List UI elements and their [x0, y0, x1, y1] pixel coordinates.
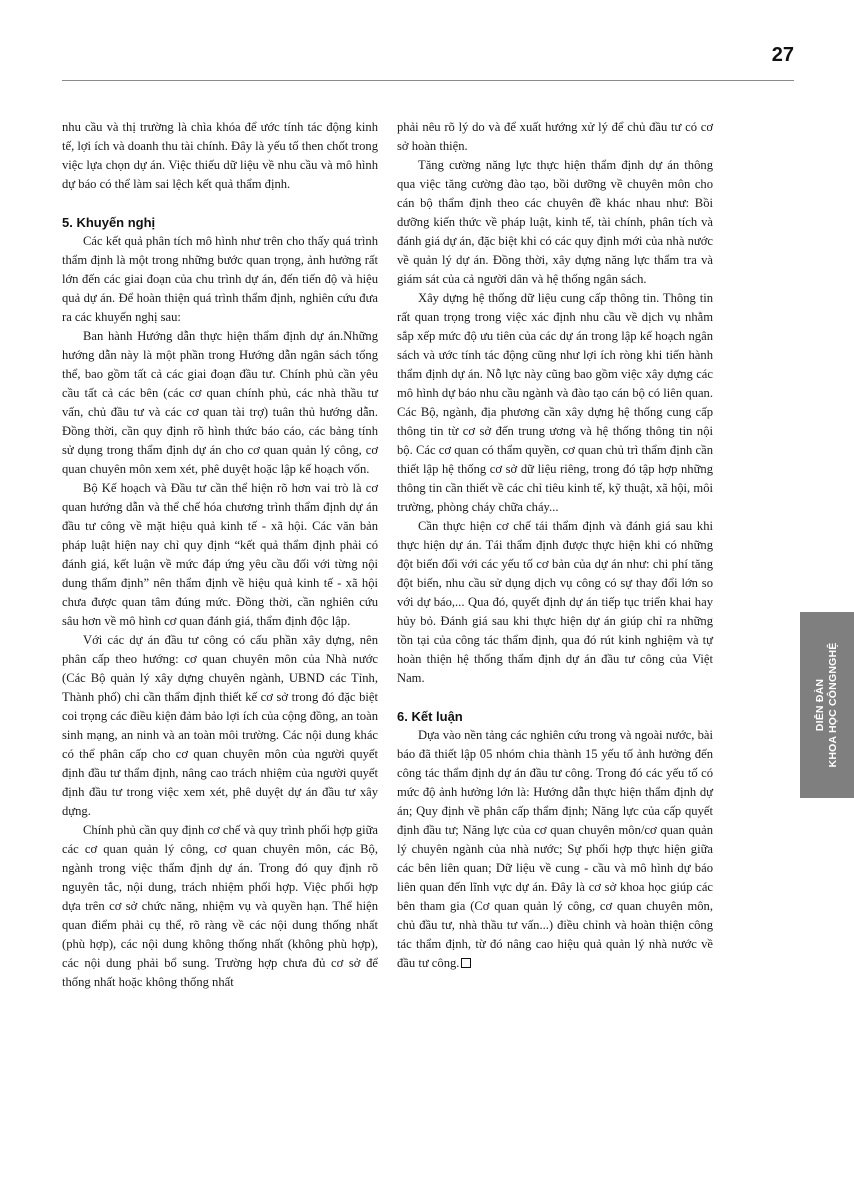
page-number: 27 [771, 44, 794, 66]
paragraph: Các kết quả phân tích mô hình như trên cho thấy quá trình thẩm định là một trong những bước quan trọng, ảnh hưởng rất lớn đến các giai đoạn của chu trình dự án, đến tiến độ và hiệu quả dự án. Để hoàn thiện quá trình thẩm định, nghiên cứu đưa ra các khuyến nghị sau: [62, 234, 378, 324]
paragraph-final-text: Dựa vào nền tảng các nghiên cứu trong và ngoài nước, bài báo đã thiết lập 05 nhóm chia thành 15 yếu tố ảnh hưởng đến công tác thẩm định dự án đầu tư công. Trong đó các yếu tố có mức độ ảnh hưởng lớn là: Hướng dẫn thực hiện thẩm định dự án; Quy định về phân cấp thẩm định; Năng lực của cấp quyết định đầu tư; Năng lực của cơ quan chuyên môn/cơ quan quản lý chuyên ngành của nhà nước; Sự phối hợp thực hiện giữa các bên liên quan; Dữ liệu về cung - cầu và mô hình dự báo liên quan đến lĩnh vực dự án. Đây là cơ sở khoa học giúp các bên tham gia (Cơ quan quản lý công, cơ quan chuyên môn, chủ đầu tư, nhà thầu tư vấn...) điều chỉnh và hoàn thiện công tác thẩm định, từ đó nâng cao hiệu quả quản lý nhà nước về đầu tư công. [397, 728, 713, 970]
paragraph: Cần thực hiện cơ chế tái thẩm định và đánh giá sau khi thực hiện dự án. Tái thẩm định được thực hiện khi có những đột biến đối với các yếu tố cơ bản của dự án như: chi phí tăng đột biến, nhu cầu sử dụng dịch vụ công có sự thay đổi lớn so với dự báo,... Qua đó, quyết định dự án tiếp tục triển khai hay hủy bỏ. Đánh giá sau khi thực hiện dự án giúp chỉ ra những tồn tại của công tác thẩm định, qua đó rút kinh nghiệm và tự hoàn thiện hệ thống thẩm định dự án đầu tư công của Việt Nam. [397, 519, 713, 685]
side-tab-line2: KHOA HỌC CÔNGNGHỆ [827, 642, 839, 768]
paragraph: Tăng cường năng lực thực hiện thẩm định dự án thông qua việc tăng cường đào tạo, bồi dưỡng về chuyên môn cho cán bộ thẩm định theo các chuyên đề khác nhau như: Bồi dưỡng kiến thức về pháp luật, kinh tế, tài chính, phân tích và đánh giá dự án, đặc biệt khi có các quy định mới của nhà nước về quản lý dự án. Đồng thời, xây dựng năng lực thẩm tra và giám sát của cả người dân và hệ thống ngân sách. [397, 158, 713, 286]
side-tab-line1: DIỄN ĐÀN [814, 678, 826, 732]
paragraph: Ban hành Hướng dẫn thực hiện thẩm định dự án.Những hướng dẫn này là một phần trong Hướng dẫn ngân sách tổng thể, bao gồm tất cả các giai đoạn đầu tư. Chính phủ cần yêu cầu tất cả các bên (các cơ quan chính phủ, các nhà thầu tư vấn, chủ đầu tư và các cơ quan tài trợ) tuân thủ hướng dẫn. Đồng thời, cần quy định rõ hình thức báo cáo, các bảng tính sử dụng trong thẩm định dự án cho cơ quan quản lý công, cơ quan chuyên môn xem xét, phê duyệt hoặc lập kế hoạch vốn. [62, 329, 378, 476]
right-column [397, 118, 713, 973]
left-column [62, 118, 378, 992]
paragraph: Với các dự án đầu tư công có cấu phần xây dựng, nên phân cấp theo hướng: cơ quan chuyên môn của Nhà nước (Các Bộ quản lý xây dựng chuyên ngành, UBND các Tỉnh, Thành phố) chỉ cần thẩm định thiết kế cơ sở trong đó đặc biệt coi trọng các điều kiện đảm bảo lợi ích của cộng đồng, an toàn sinh mạng, an ninh và an toàn môi trường. Các nội dung khác có thể phân cấp cho cơ quan chuyên môn của người quyết định đầu tư thẩm định, nâng cao trách nhiệm của người quyết định đầu tư trong việc xem xét, phê duyệt dự án đầu tư xây dựng. [62, 633, 378, 818]
paragraph-continued: phải nêu rõ lý do và để xuất hướng xử lý để chủ đầu tư có cơ sở hoàn thiện. [397, 120, 713, 153]
section-side-tab [800, 612, 854, 798]
header-divider [62, 80, 794, 81]
paragraph: Bộ Kế hoạch và Đầu tư cần thể hiện rõ hơn vai trò là cơ quan hướng dẫn và thể chế hóa chương trình thẩm định dự án đầu tư công về mặt hiệu quả kinh tế - xã hội. Các văn bản pháp luật hiện nay chỉ quy định “kết quả thẩm định phải có đánh giá, kết luận về mức đáp ứng yêu cầu đối với từng nội dung thẩm định” nên thẩm định về hiệu quả kinh tế - xã hội chưa được quan tâm đúng mức. Đồng thời, cần nghiên cứu sâu hơn về mô hình cơ quan đánh giá, thẩm định độc lập. [62, 481, 378, 628]
paragraph-final [397, 726, 713, 973]
end-of-article-icon [461, 958, 471, 968]
paragraph-continued: nhu cầu và thị trường là chìa khóa để ước tính tác động kinh tế, lợi ích và doanh thu tài chính. Đây là yếu tố then chốt trong việc lựa chọn dự án. Việc thiếu dữ liệu về nhu cầu và mô hình dự báo có thể làm sai lệch kết quả thẩm định. [62, 120, 378, 191]
section-heading-conclusion: 6. Kết luận [397, 709, 463, 724]
side-tab-label [814, 612, 840, 798]
paragraph: Xây dựng hệ thống dữ liệu cung cấp thông tin. Thông tin rất quan trọng trong việc xác định nhu cầu về dịch vụ nhằm sắp xếp mức độ ưu tiên của các dự án trong lập kế hoạch ngân sách và ước tính tác động cũng như lợi ích ròng khi tiến hành thẩm định dự án. Nỗ lực này cũng bao gồm việc xây dựng các mô hình dự báo nhu cầu ngành và đào tạo cán bộ có liên quan. Các Bộ, ngành, địa phương cần xây dựng hệ thống cung cấp thông tin từ cơ sở đến trung ương và hệ thống thông tin nội bộ. Các cơ quan có thẩm quyền, cơ quan chủ trì thẩm định cần thiết lập hệ thống cơ sở dữ liệu riêng, trong đó tập hợp những thông tin cần thiết về các chỉ tiêu kinh tế, kỹ thuật, xã hội, môi trường, phòng cháy chữa cháy... [397, 291, 713, 514]
section-heading-recommendations: 5. Khuyến nghị [62, 215, 156, 230]
paragraph: Chính phủ cần quy định cơ chế và quy trình phối hợp giữa các cơ quan quản lý công, cơ quan chuyên môn, các Bộ, ngành trong việc thẩm định dự án. Trong đó quy định rõ nguyên tắc, nội dung, trách nhiệm phối hợp. Việc phối hợp dựa trên cơ sở chức năng, nhiệm vụ và quyền hạn. Thể hiện quan điểm phải cụ thể, rõ ràng về các nội dung thống nhất (phù hợp), các nội dung không thống nhất (không phù hợp), các nội dung phải bổ sung. Trường hợp chưa đủ cơ sở để thống nhất hoặc không thống nhất [62, 823, 378, 989]
